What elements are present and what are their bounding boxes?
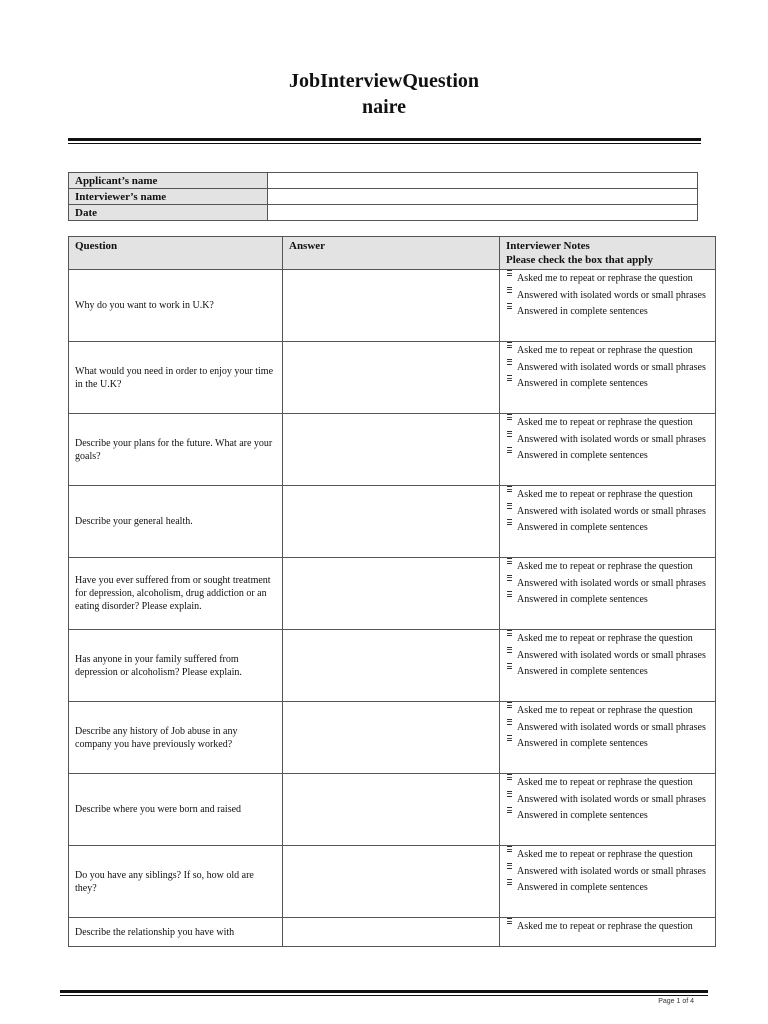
- info-row-date: [69, 205, 698, 221]
- checkbox-icon[interactable]: [507, 375, 512, 381]
- checkbox-icon[interactable]: [507, 359, 512, 365]
- note-option-label: Asked me to repeat or rephrase the question: [517, 921, 693, 932]
- note-option[interactable]: [506, 270, 709, 287]
- question-text: Describe any history of Job abuse in any company you have previously worked?: [69, 702, 283, 774]
- note-option-label: Answered with isolated words or small phrases: [517, 577, 706, 589]
- checkbox-icon[interactable]: [507, 591, 512, 597]
- interviewer-notes-cell: [500, 774, 716, 846]
- question-row: [69, 342, 716, 414]
- note-option-label: Asked me to repeat or rephrase the question: [517, 345, 693, 356]
- note-option[interactable]: [506, 287, 709, 304]
- answer-field[interactable]: [283, 774, 500, 846]
- questions-header-row: [69, 237, 716, 270]
- checkbox-icon[interactable]: [507, 575, 512, 581]
- question-row: [69, 846, 716, 918]
- note-option-label: Answered with isolated words or small phrases: [517, 649, 706, 661]
- bottom-divider: [60, 990, 708, 996]
- interviewer-notes-cell: [500, 702, 716, 774]
- info-row-interviewer: [69, 189, 698, 205]
- document-title: [0, 68, 768, 120]
- note-option[interactable]: [506, 342, 709, 359]
- question-text: Describe your general health.: [69, 486, 283, 558]
- question-row: [69, 486, 716, 558]
- note-option[interactable]: [506, 702, 709, 719]
- note-option-label: Answered in complete sentences: [517, 810, 648, 822]
- note-option[interactable]: [506, 503, 709, 520]
- checkbox-icon[interactable]: [507, 558, 512, 564]
- note-option-label: Asked me to repeat or rephrase the question: [517, 777, 693, 788]
- checkbox-icon[interactable]: [507, 879, 512, 885]
- checkbox-icon[interactable]: [507, 486, 512, 492]
- checkbox-icon[interactable]: [507, 863, 512, 869]
- note-option-label: Answered in complete sentences: [517, 306, 648, 318]
- note-option-label: Asked me to repeat or rephrase the question: [517, 489, 693, 500]
- applicant-info-table: [68, 172, 698, 221]
- question-row: [69, 702, 716, 774]
- question-text: Why do you want to work in U.K?: [69, 270, 283, 342]
- checkbox-icon[interactable]: [507, 519, 512, 525]
- checkbox-icon[interactable]: [507, 846, 512, 852]
- interviewer-notes-cell: [500, 630, 716, 702]
- question-row: [69, 774, 716, 846]
- note-option-label: Answered with isolated words or small phrases: [517, 721, 706, 733]
- info-row-applicant: [69, 173, 698, 189]
- interviewer-notes-cell: [500, 342, 716, 414]
- note-option[interactable]: [506, 414, 709, 431]
- checkbox-icon[interactable]: [507, 270, 512, 276]
- answer-column-header: Answer: [283, 237, 500, 270]
- answer-field[interactable]: [283, 486, 500, 558]
- notes-column-header: [500, 237, 716, 270]
- question-text: Describe the relationship you have with: [69, 918, 283, 947]
- note-option[interactable]: [506, 663, 709, 680]
- answer-field[interactable]: [283, 414, 500, 486]
- date-field[interactable]: [268, 205, 698, 221]
- note-option[interactable]: [506, 558, 709, 575]
- note-option[interactable]: [506, 303, 709, 320]
- note-option-label: Asked me to repeat or rephrase the question: [517, 849, 693, 860]
- page-number: Page 1 of 4: [658, 998, 694, 1005]
- note-option[interactable]: [506, 375, 709, 392]
- note-option-label: Answered in complete sentences: [517, 738, 648, 750]
- question-row: [69, 918, 716, 947]
- note-option[interactable]: [506, 431, 709, 448]
- checkbox-icon[interactable]: [507, 431, 512, 437]
- note-option-label: Asked me to repeat or rephrase the question: [517, 633, 693, 644]
- notes-header-title: Interviewer Notes: [506, 240, 590, 252]
- checkbox-icon[interactable]: [507, 807, 512, 813]
- note-option[interactable]: [506, 879, 709, 896]
- note-option[interactable]: [506, 519, 709, 536]
- checkbox-icon[interactable]: [507, 663, 512, 669]
- note-option-label: Answered in complete sentences: [517, 882, 648, 894]
- note-option[interactable]: [506, 486, 709, 503]
- question-row: [69, 270, 716, 342]
- note-option-label: Answered with isolated words or small phrases: [517, 289, 706, 301]
- note-option-label: Answered with isolated words or small phrases: [517, 433, 706, 445]
- note-option[interactable]: [506, 359, 709, 376]
- note-option-label: Answered with isolated words or small phrases: [517, 865, 706, 877]
- note-option[interactable]: [506, 575, 709, 592]
- checkbox-icon[interactable]: [507, 503, 512, 509]
- note-option[interactable]: [506, 647, 709, 664]
- checkbox-icon[interactable]: [507, 447, 512, 453]
- checkbox-icon[interactable]: [507, 287, 512, 293]
- answer-field[interactable]: [283, 702, 500, 774]
- checkbox-icon[interactable]: [507, 702, 512, 708]
- checkbox-icon[interactable]: [507, 647, 512, 653]
- note-option-label: Asked me to repeat or rephrase the question: [517, 273, 693, 284]
- note-option[interactable]: [506, 918, 709, 935]
- questions-table: [68, 236, 716, 947]
- answer-field[interactable]: [283, 630, 500, 702]
- note-option[interactable]: [506, 630, 709, 647]
- note-option-label: Asked me to repeat or rephrase the question: [517, 705, 693, 716]
- interviewer-notes-cell: [500, 918, 716, 947]
- note-option-label: Asked me to repeat or rephrase the question: [517, 417, 693, 428]
- interviewer-notes-cell: [500, 270, 716, 342]
- title-line-1: JobInterviewQuestion: [289, 70, 479, 92]
- checkbox-icon[interactable]: [507, 719, 512, 725]
- checkbox-icon[interactable]: [507, 918, 512, 924]
- note-option-label: Answered in complete sentences: [517, 522, 648, 534]
- checkbox-icon[interactable]: [507, 735, 512, 741]
- note-option[interactable]: [506, 719, 709, 736]
- question-text: Has anyone in your family suffered from depression or alcoholism? Please explain.: [69, 630, 283, 702]
- note-option-label: Answered in complete sentences: [517, 378, 648, 390]
- note-option[interactable]: [506, 846, 709, 863]
- answer-field[interactable]: [283, 918, 500, 947]
- interviewer-notes-cell: [500, 558, 716, 630]
- question-row: [69, 414, 716, 486]
- question-text: Have you ever suffered from or sought treatment for depression, alcoholism, drug addiction or an eating disorder? Please explain.: [69, 558, 283, 630]
- notes-header-instruction: Please check the box that apply: [506, 254, 653, 266]
- question-text: Describe your plans for the future. What are your goals?: [69, 414, 283, 486]
- answer-field[interactable]: [283, 846, 500, 918]
- applicant-name-label: Applicant’s name: [69, 173, 268, 189]
- questions-body: [69, 270, 716, 947]
- note-option[interactable]: [506, 735, 709, 752]
- question-text: Do you have any siblings? If so, how old are they?: [69, 846, 283, 918]
- question-row: [69, 630, 716, 702]
- note-option-label: Answered with isolated words or small phrases: [517, 505, 706, 517]
- note-option[interactable]: [506, 591, 709, 608]
- applicant-name-field[interactable]: [268, 173, 698, 189]
- checkbox-icon[interactable]: [507, 342, 512, 348]
- note-option[interactable]: [506, 774, 709, 791]
- checkbox-icon[interactable]: [507, 791, 512, 797]
- interviewer-notes-cell: [500, 414, 716, 486]
- interviewer-notes-cell: [500, 846, 716, 918]
- note-option-label: Answered with isolated words or small phrases: [517, 361, 706, 373]
- note-option-label: Asked me to repeat or rephrase the question: [517, 561, 693, 572]
- question-row: [69, 558, 716, 630]
- question-text: Describe where you were born and raised: [69, 774, 283, 846]
- question-text: What would you need in order to enjoy your time in the U.K?: [69, 342, 283, 414]
- note-option-label: Answered in complete sentences: [517, 450, 648, 462]
- note-option[interactable]: [506, 791, 709, 808]
- note-option[interactable]: [506, 447, 709, 464]
- checkbox-icon[interactable]: [507, 303, 512, 309]
- checkbox-icon[interactable]: [507, 630, 512, 636]
- note-option-label: Answered with isolated words or small phrases: [517, 793, 706, 805]
- title-line-2: naire: [361, 96, 407, 118]
- checkbox-icon[interactable]: [507, 774, 512, 780]
- interviewer-notes-cell: [500, 486, 716, 558]
- note-option[interactable]: [506, 863, 709, 880]
- answer-field[interactable]: [283, 270, 500, 342]
- note-option[interactable]: [506, 807, 709, 824]
- note-option-label: Answered in complete sentences: [517, 594, 648, 606]
- interviewer-name-label: Interviewer’s name: [69, 189, 268, 205]
- top-divider: [68, 138, 701, 144]
- answer-field[interactable]: [283, 558, 500, 630]
- answer-field[interactable]: [283, 342, 500, 414]
- date-label: Date: [69, 205, 268, 221]
- note-option-label: Answered in complete sentences: [517, 666, 648, 678]
- question-column-header: Question: [69, 237, 283, 270]
- checkbox-icon[interactable]: [507, 414, 512, 420]
- interviewer-name-field[interactable]: [268, 189, 698, 205]
